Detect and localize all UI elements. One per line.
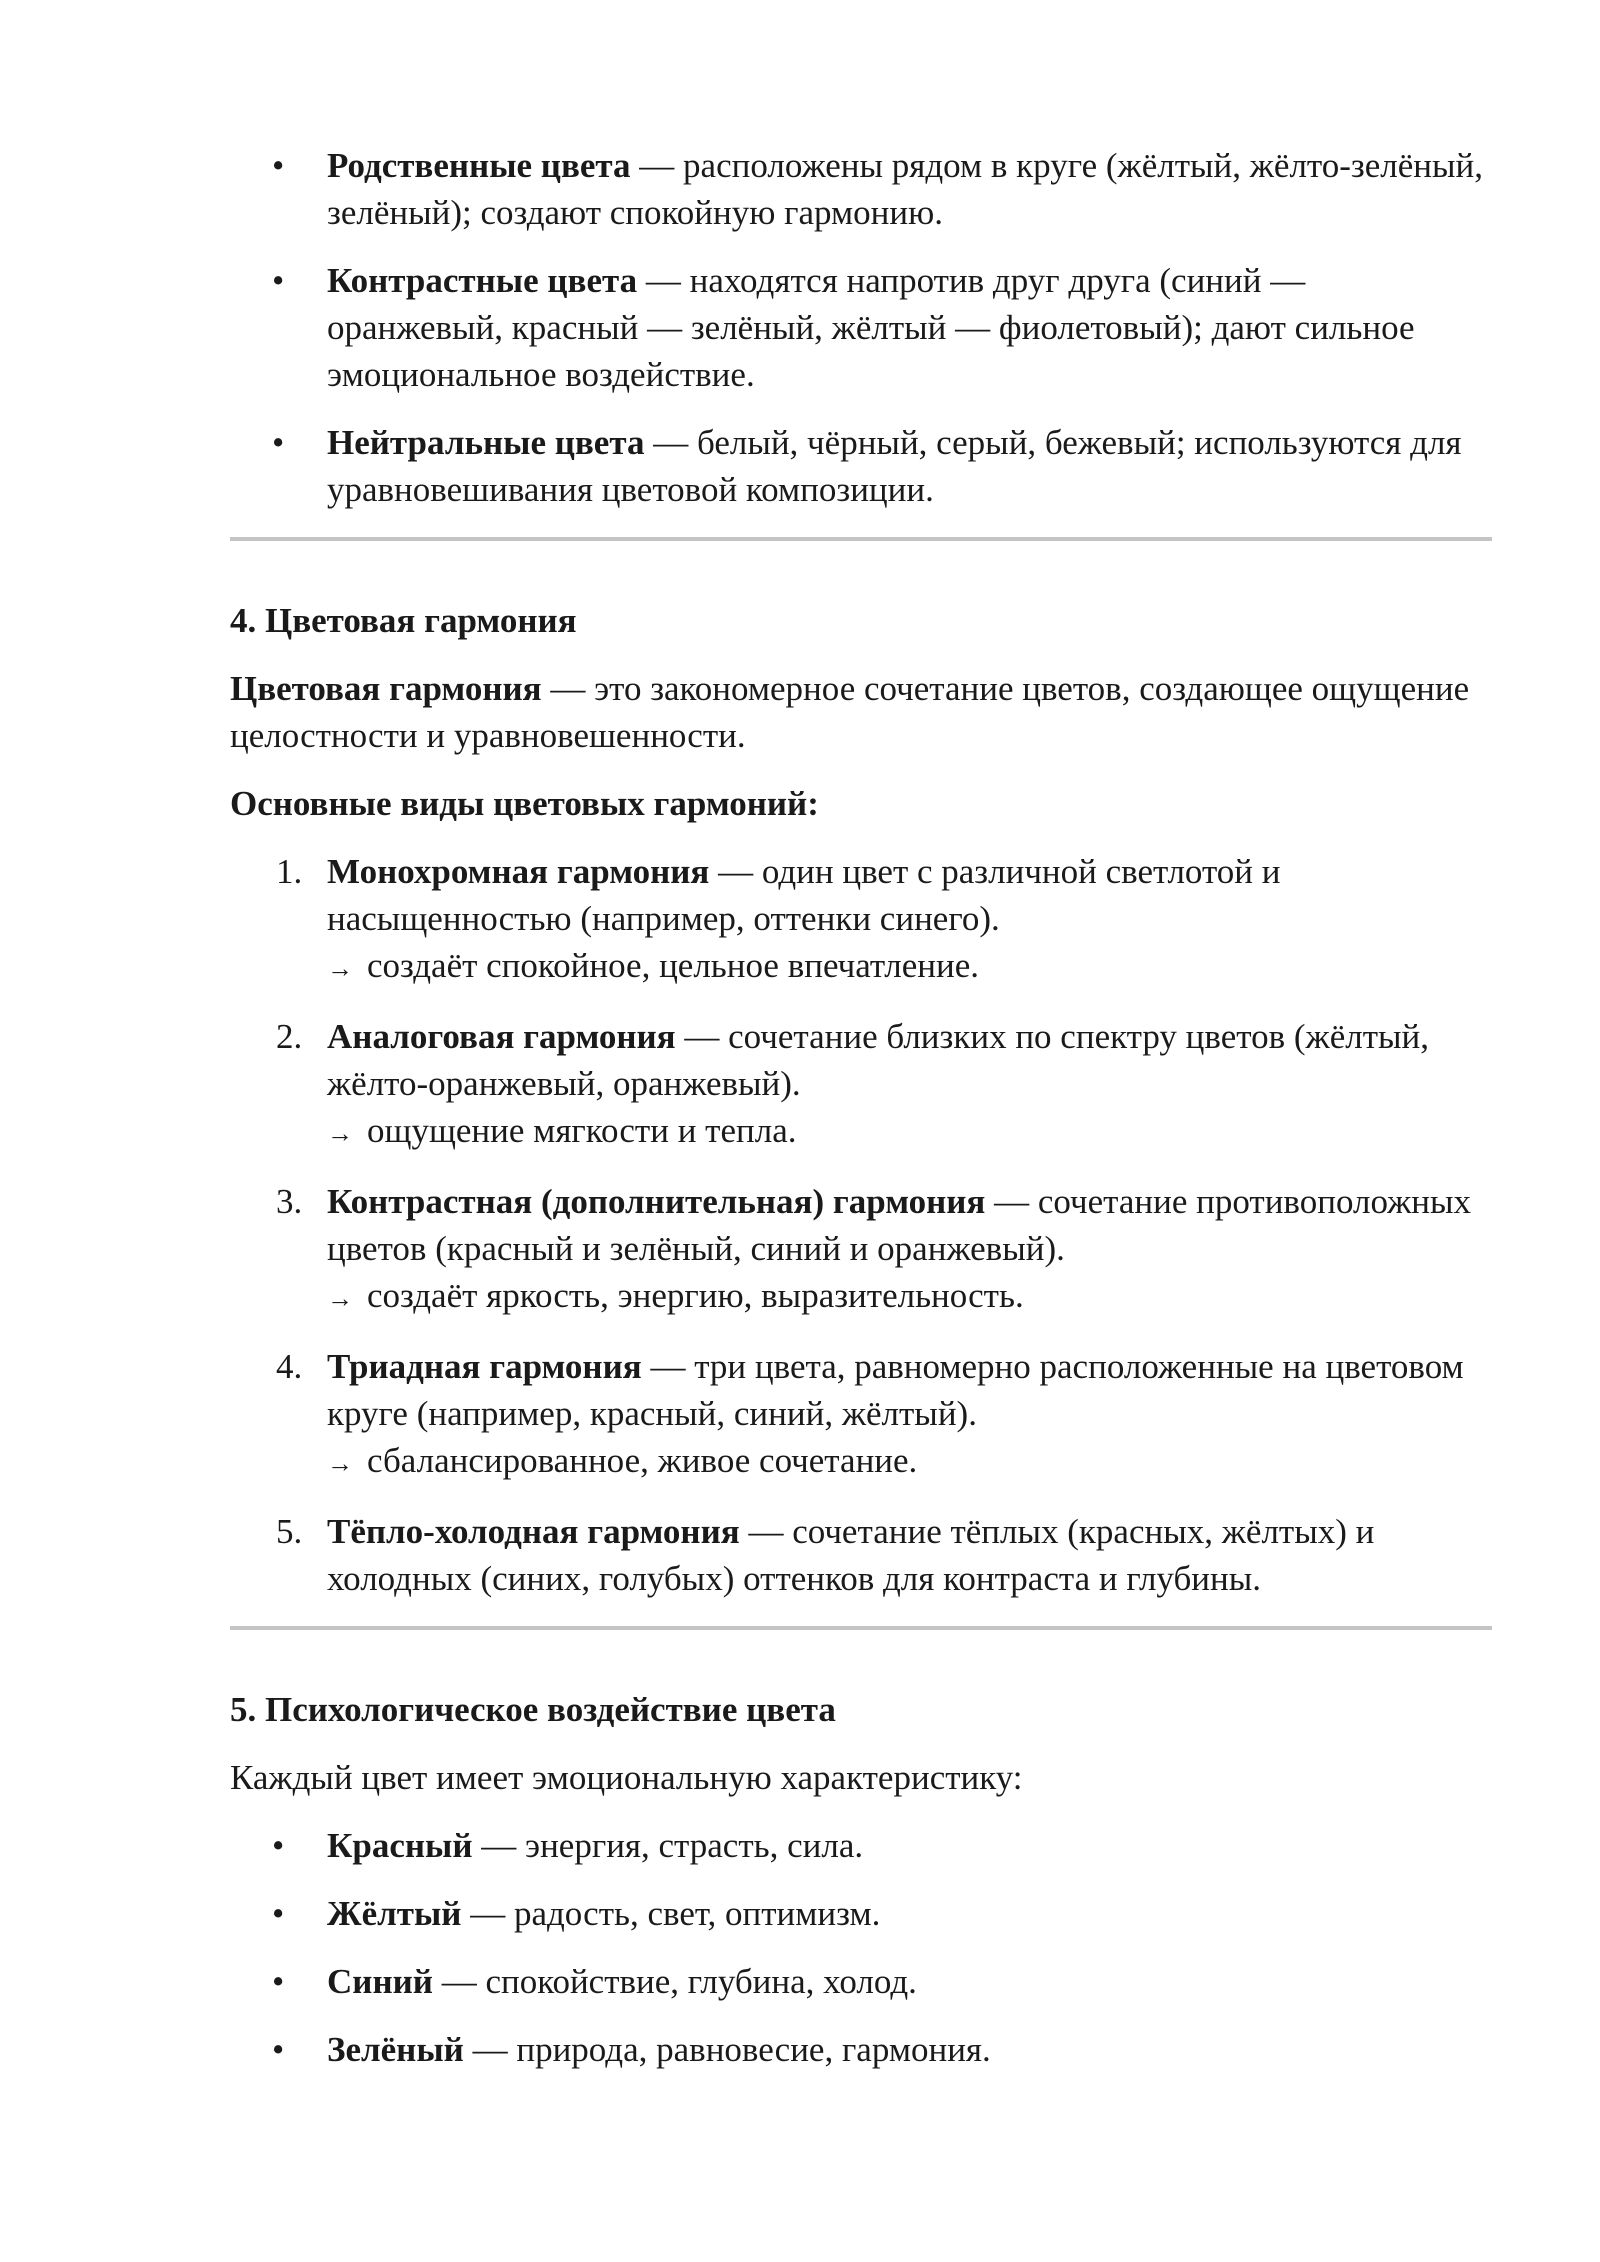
list-item-text: — радость, свет, оптимизм. xyxy=(461,1894,881,1933)
list-item-term: Зелёный xyxy=(327,2030,464,2069)
definition-term: Цветовая гармония xyxy=(230,669,542,708)
list-item xyxy=(230,1013,1490,1157)
list-item xyxy=(230,1822,1490,1869)
list-item-text: — природа, равновесие, гармония. xyxy=(463,2030,991,2069)
list-item-text: — сочетание противоположных цветов (красный и зелёный, синий и оранжевый). xyxy=(327,1182,1472,1268)
list-item-term: Родственные цвета xyxy=(327,146,631,185)
list-item-term: Монохромная гармония xyxy=(327,852,710,891)
list-item-effect: ощущение мягкости и тепла. xyxy=(367,1111,797,1150)
list-item-text: — сочетание тёплых (красных, жёлтых) и холодных (синих, голубых) оттенков для контраста и глубины. xyxy=(327,1512,1375,1598)
section-heading: 5. Психологическое воздействие цвета xyxy=(230,1690,836,1729)
list-item-text: — расположены рядом в круге (жёлтый, жёлто-зелёный, зелёный); создают спокойную гармонию. xyxy=(327,146,1484,232)
color-psychology-list xyxy=(230,1822,1490,2073)
document-content xyxy=(230,142,1490,2073)
definition-text: — это закономерное сочетание цветов, создающее ощущение целостности и уравновешенности. xyxy=(230,669,1470,755)
list-item-text: — спокойствие, глубина, холод. xyxy=(432,1962,917,2001)
definition-paragraph xyxy=(230,665,1490,759)
list-item-term: Триадная гармония xyxy=(327,1347,642,1386)
list-item-text: — находятся напротив друг друга (синий — оранжевый, красный — зелёный, жёлтый — фиолетовый); дают сильное эмоциональное воздействие. xyxy=(327,261,1415,394)
list-item-term: Красный xyxy=(327,1826,473,1865)
list-item xyxy=(230,1890,1490,1937)
intro-paragraph: Каждый цвет имеет эмоциональную характеристику: xyxy=(230,1758,1023,1797)
list-item xyxy=(230,1958,1490,2005)
harmony-types-list xyxy=(230,848,1490,1602)
subheading: Основные виды цветовых гармоний: xyxy=(230,784,819,823)
list-item xyxy=(230,1343,1490,1487)
list-item-term: Контрастные цвета xyxy=(327,261,638,300)
section-heading: 4. Цветовая гармония xyxy=(230,601,577,640)
list-item-text: — белый, чёрный, серый, бежевый; используются для уравновешивания цветовой композиции. xyxy=(327,423,1462,509)
list-number: 4. xyxy=(276,1347,303,1386)
list-item-term: Жёлтый xyxy=(327,1894,462,1933)
list-item xyxy=(230,1508,1490,1602)
arrow-icon: → xyxy=(327,1449,353,1478)
list-item-term: Аналоговая гармония xyxy=(327,1017,676,1056)
list-item-text: — энергия, страсть, сила. xyxy=(472,1826,864,1865)
arrow-icon: → xyxy=(327,954,353,983)
list-item-effect: сбалансированное, живое сочетание. xyxy=(367,1441,918,1480)
section-divider xyxy=(230,1626,1492,1630)
list-number: 5. xyxy=(276,1512,303,1551)
list-number: 1. xyxy=(276,852,303,891)
list-item-term: Синий xyxy=(327,1962,433,2001)
list-item xyxy=(230,2026,1490,2073)
list-item xyxy=(230,142,1490,236)
list-item-term: Нейтральные цвета xyxy=(327,423,645,462)
list-item-text: — три цвета, равномерно расположенные на цветовом круге (например, красный, синий, жёлтый). xyxy=(327,1347,1464,1433)
list-item-term: Контрастная (дополнительная) гармония xyxy=(327,1182,986,1221)
list-item-text: — один цвет с различной светлотой и насыщенностью (например, оттенки синего). xyxy=(327,852,1281,938)
arrow-icon: → xyxy=(327,1119,353,1148)
list-number: 2. xyxy=(276,1017,303,1056)
color-types-list xyxy=(230,142,1490,513)
list-item-effect: создаёт яркость, энергию, выразительность. xyxy=(367,1276,1024,1315)
list-item xyxy=(230,419,1490,513)
list-number: 3. xyxy=(276,1182,303,1221)
list-item-effect: создаёт спокойное, цельное впечатление. xyxy=(367,946,980,985)
list-item xyxy=(230,1178,1490,1322)
section-divider xyxy=(230,537,1492,541)
list-item-text: — сочетание близких по спектру цветов (жёлтый, жёлто-оранжевый, оранжевый). xyxy=(327,1017,1429,1103)
list-item-term: Тёпло-холодная гармония xyxy=(327,1512,740,1551)
arrow-icon: → xyxy=(327,1284,353,1313)
list-item xyxy=(230,848,1490,992)
list-item xyxy=(230,257,1490,398)
